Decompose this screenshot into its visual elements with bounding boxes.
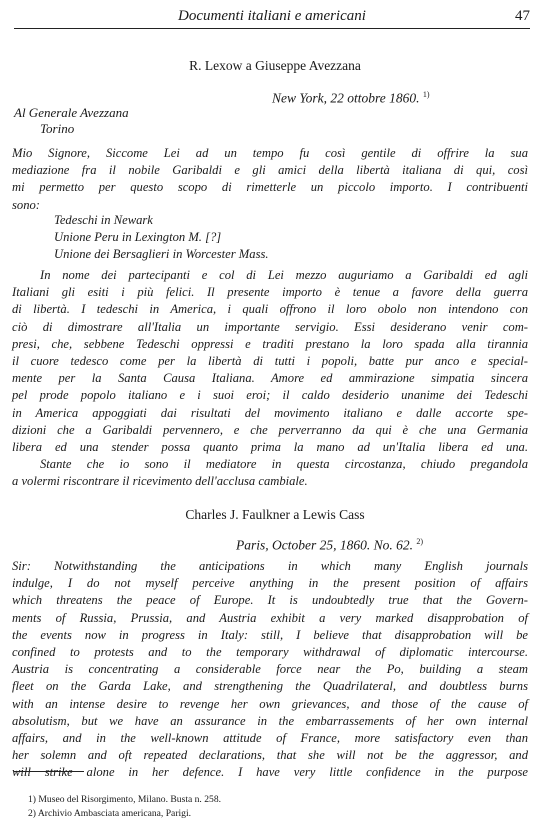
letter1-date-line [272,90,430,107]
footnote-2: 2) Archivio Ambasciata americana, Parigi. [28,808,192,819]
letter1-date: New York, 22 ottobre 1860. [272,90,420,106]
list-item: Unione Peru in Lexington M. [?] [54,230,222,244]
text-line: pel prode popolo italiano e i suoi eroi; il caldo desiderio unanime dei Tedeschi [12,388,528,403]
text-line: mediazione fra il nobile Garibaldi e gli amici della libertà italiana di qui, così [12,163,528,178]
letter1-note-mark: 1) [422,90,430,99]
letter1-paragraph-2 [12,456,528,490]
text-line: dizioni che a Garibaldi pervennero, e che perverranno da qui è che una Germania [12,422,528,437]
text-line: confined to protests and to the temporary withdrawal of diplomatic intercourse. [12,645,528,660]
letter2-body [12,558,528,782]
footnote-rule [14,771,84,772]
page-number: 47 [515,8,530,24]
letter1-address-line-2: Torino [40,121,75,136]
text-line: Mio Signore, Siccome Lei ad un tempo fu così gentile di offrire la sua [12,146,528,160]
letter1-paragraph-1 [12,267,528,456]
text-line: Italiani gli esiti i più felici. Il presente importo è tenue a favore della guerra [12,285,528,300]
text-line: in America appoggiati dai risultati del movimento italiano e dalle accorte spe- [12,405,528,420]
list-item: Unione dei Bersaglieri in Worcester Mass. [54,247,269,261]
text-line: ciò di dimostrare all'Italia un importante servigio. Essi desiderano venir com- [12,319,528,334]
text-line: presi, che, sebbene Tedeschi oppressi e traditi prestano la loro spada alla tirannia [12,336,528,351]
text-line: ments of Russia, Prussia, and Austria exhibit a very marked disapprobation of [12,610,528,625]
letter2-note-mark: 2) [416,537,424,546]
text-line: il cuore tedesco come per la libertà di tutti i popoli, batte pur anco e special- [12,354,528,369]
letter1-title: R. Lexow a Giuseppe Avezzana [189,58,361,73]
letter2-date-line [236,537,423,554]
text-line: mi permetto per questo scopo di rimetterle un piccolo importo. I contribuenti [12,180,528,195]
page-header [14,6,530,29]
text-line: will strike alone in her defence. I have very little confidence in the purpose [12,765,528,780]
contributors-list [54,212,474,263]
text-line: In nome dei partecipanti e col di Lei mezzo auguriamo a Garibaldi ed agli [40,268,528,282]
text-line: her solemn and oft repeated declarations, that she will not be the aggressor, and [12,748,528,763]
letter1-opening [12,145,528,214]
footnote-1: 1) Museo del Risorgimento, Milano. Busta n. 258. [28,794,222,805]
text-line: mente per la Santa Causa Italiana. Amore ed ammirazione simpatia sincera [12,371,528,386]
text-line: Sir: Notwithstanding the anticipations in which many English journals [12,559,528,573]
text-line: indulge, I do not myself perceive anything in the present position of affairs [12,576,528,591]
running-title: Documenti italiani e americani [178,8,366,24]
footnotes [28,793,428,821]
text-line: libera ed una stender possa quanto prima la mano ad un'Italia libera ed una. [12,440,528,455]
text-line: with an intense desire to revenge her own grievances, and those of the cause of [12,696,528,711]
text-line: absolutism, but we have an assurance in the embarrassements of her own internal [12,713,528,728]
text-line: affairs, and in the well-known attitude of France, more satisfactory even than [12,731,528,746]
list-item: Tedeschi in Newark [54,213,153,227]
text-line: Austria is concentrating a considerable force near the Po, building a steam [12,662,528,677]
text-line: a volermi riscontrare il ricevimento dell'acclusa cambiale. [12,474,308,489]
text-line: which threatens the peace of Europe. It is undoubtedly true that the Govern- [12,593,528,608]
letter2-date: Paris, October 25, 1860. No. 62. [236,537,413,553]
letter1-address-line-1: Al Generale Avezzana [14,105,129,120]
text-line: Stante che io sono il mediatore in questa circostanza, chiudo pregandola [40,457,528,471]
letter2-title: Charles J. Faulkner a Lewis Cass [185,507,365,522]
text-line: the events now in progress in Italy: still, I believe that disapprobation will be [12,627,528,642]
text-line: di libertà. I tedeschi in America, i quali offrono il loro obolo non intendono con [12,302,528,317]
text-line: fleet on the Garda Lake, and strengthening the Quadrilateral, and doubtless burns [12,679,528,694]
text-line: sono: [12,197,40,212]
